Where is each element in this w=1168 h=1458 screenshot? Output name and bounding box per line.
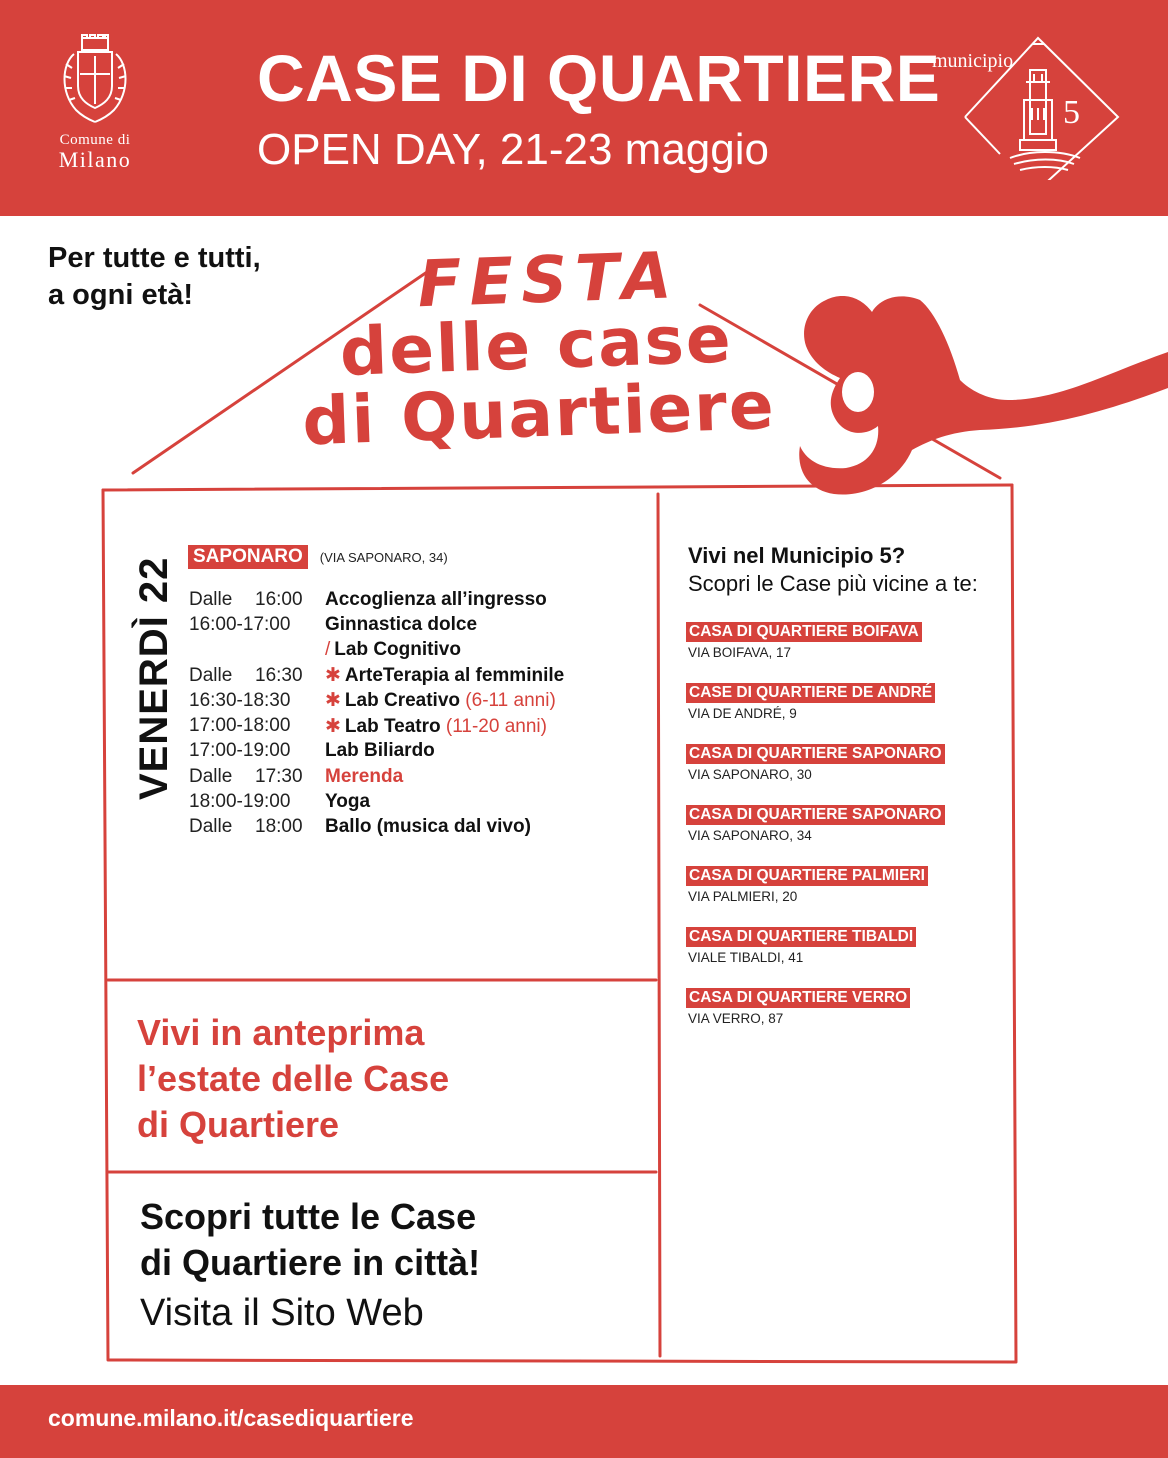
page-title: CASE DI QUARTIERE xyxy=(257,41,941,115)
house-address: VIA BOIFAVA, 17 xyxy=(688,645,792,660)
schedule-row xyxy=(189,663,564,688)
festa-line-2: delle case xyxy=(338,300,734,392)
schedule-list xyxy=(189,587,564,840)
schedule-row xyxy=(189,764,564,789)
venue-address: (VIA SAPONARO, 34) xyxy=(319,549,448,565)
logo-line-milano: Milano xyxy=(58,147,132,172)
time-value: 18:00 xyxy=(255,816,303,838)
house-address: VIA PALMIERI, 20 xyxy=(688,889,798,904)
activity-name: Lab Cognitivo xyxy=(334,639,461,661)
list-item xyxy=(686,805,945,866)
slash-mark: / xyxy=(325,639,331,661)
discover-heading xyxy=(140,1194,480,1286)
schedule-row xyxy=(189,739,564,764)
schedule-row xyxy=(189,638,564,663)
day-label: VENERDÌ 22 xyxy=(132,556,176,800)
time-range: 16:30-18:30 xyxy=(189,689,291,711)
festa-line-1: FESTA xyxy=(416,239,681,323)
asterisk-icon: ✱ xyxy=(325,715,341,737)
footer-banner xyxy=(0,1385,1168,1458)
house-name: CASA DI QUARTIERE TIBALDI xyxy=(686,927,916,947)
house-name: CASE DI QUARTIERE DE ANDRÉ xyxy=(686,683,935,703)
age-range: (11-20 anni) xyxy=(445,715,547,737)
schedule-row xyxy=(189,713,564,738)
house-address: VIA DE ANDRÉ, 9 xyxy=(688,706,797,721)
list-item xyxy=(686,683,945,744)
festa-title xyxy=(297,239,844,461)
list-item xyxy=(686,744,945,805)
time-value: 17:30 xyxy=(255,765,303,787)
schedule-row xyxy=(189,789,564,814)
municipio-question: Vivi nel Municipio 5? xyxy=(688,543,906,568)
time-value: 16:00 xyxy=(255,588,303,610)
list-item xyxy=(686,927,945,988)
municipio-houses-intro xyxy=(688,542,978,598)
asterisk-icon: ✱ xyxy=(325,690,341,712)
list-item xyxy=(686,988,945,1049)
activity-name: Yoga xyxy=(325,791,371,813)
house-address: VIA SAPONARO, 30 xyxy=(688,767,812,782)
activity-name: Ginnastica dolce xyxy=(325,613,478,635)
activity-name: Ballo (musica dal vivo) xyxy=(325,816,531,838)
venue-header xyxy=(188,545,448,569)
venue-tag: SAPONARO xyxy=(188,545,308,569)
preview-line-3: di Quartiere xyxy=(137,1104,340,1145)
activity-name: Accoglienza all’ingresso xyxy=(325,588,547,610)
footer-url-link[interactable]: comune.milano.it/casediquartiere xyxy=(48,1405,414,1431)
time-range: 18:00-19:00 xyxy=(189,791,291,813)
house-name: CASA DI QUARTIERE SAPONARO xyxy=(686,805,945,825)
time-value: 16:30 xyxy=(255,664,303,686)
discover-line-1: Scopri tutte le Case xyxy=(140,1196,477,1237)
time-range: 17:00-19:00 xyxy=(189,740,291,762)
time-prefix: Dalle xyxy=(189,588,233,610)
house-name: CASA DI QUARTIERE BOIFAVA xyxy=(686,622,922,642)
logo-line-comune: Comune di xyxy=(59,132,131,148)
list-item xyxy=(686,866,945,927)
tagline-line-2: a ogni età! xyxy=(48,279,194,311)
schedule-row xyxy=(189,815,564,840)
time-prefix: Dalle xyxy=(189,664,233,686)
list-item xyxy=(686,622,945,683)
house-name: CASA DI QUARTIERE SAPONARO xyxy=(686,744,945,764)
age-range: (6-11 anni) xyxy=(465,690,556,712)
asterisk-icon: ✱ xyxy=(325,665,341,687)
time-prefix: Dalle xyxy=(189,816,233,838)
houses-list xyxy=(686,622,945,1049)
house-address: VIA SAPONARO, 34 xyxy=(688,828,812,843)
house-address: VIA VERRO, 87 xyxy=(688,1011,784,1026)
time-range: 17:00-18:00 xyxy=(189,715,291,737)
house-name: CASA DI QUARTIERE VERRO xyxy=(686,988,910,1008)
activity-name: Lab Biliardo xyxy=(325,740,435,762)
discover-line-2: di Quartiere in città! xyxy=(140,1242,481,1283)
page-subtitle: OPEN DAY, 21-23 maggio xyxy=(257,125,769,174)
municipio-subtitle: Scopri le Case più vicine a te: xyxy=(688,571,978,596)
activity-name: Lab Teatro xyxy=(344,715,441,737)
preview-line-1: Vivi in anteprima xyxy=(137,1012,425,1053)
preview-heading xyxy=(137,1010,449,1148)
house-address: VIALE TIBALDI, 41 xyxy=(688,950,804,965)
activity-name: ArteTerapia al femminile xyxy=(344,665,565,687)
schedule-row xyxy=(189,688,564,713)
house-name: CASA DI QUARTIERE PALMIERI xyxy=(686,866,928,886)
time-prefix: Dalle xyxy=(189,765,233,787)
time-range: 16:00-17:00 xyxy=(189,613,291,635)
festa-line-3: di Quartiere xyxy=(301,366,777,461)
tagline-line-1: Per tutte e tutti, xyxy=(48,242,261,274)
schedule-row xyxy=(189,612,564,637)
municipio-number: 5 xyxy=(1063,94,1080,131)
preview-line-2: l’estate delle Case xyxy=(137,1058,450,1099)
schedule-row xyxy=(189,587,564,612)
website-link[interactable]: Visita il Sito Web xyxy=(140,1292,424,1334)
activity-name: Lab Creativo xyxy=(344,690,461,712)
municipio-word: municipio xyxy=(932,50,1014,72)
activity-name: Merenda xyxy=(325,765,404,787)
